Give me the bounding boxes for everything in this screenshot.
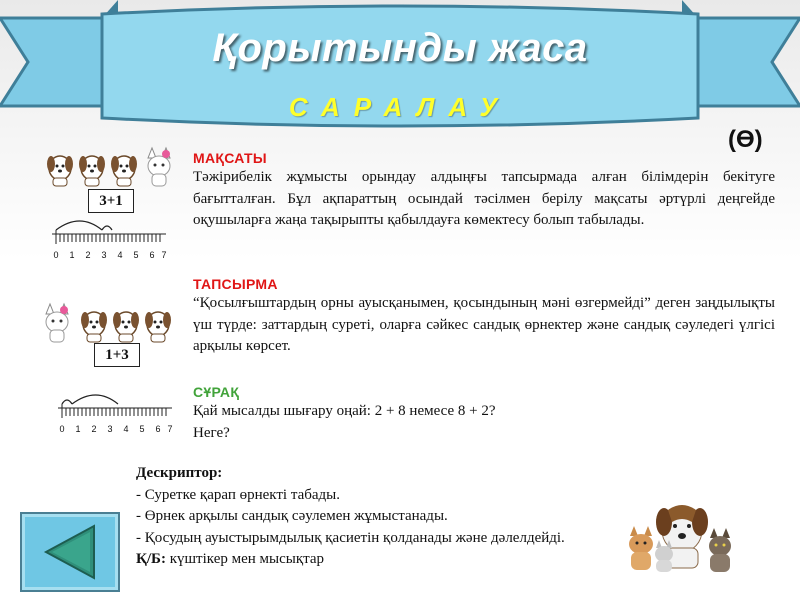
animals-row-top <box>44 146 180 188</box>
level-mark: (Ө) <box>728 126 763 153</box>
tapsyrma-text: “Қосылғыштардың орны ауысқанымен, қосындының мәні өзгермейді” деген заңдылықты үш түрде: заттардың суреті, оларға сәйкес сандық өрнектер және сандық сәуледегі үлгісі арқылы көрсет. <box>193 295 775 354</box>
maksaty-heading: МАҚСАТЫ <box>193 150 267 166</box>
ruler-label: 5 <box>133 250 139 260</box>
descriptor-title: Дескриптор: <box>136 465 223 481</box>
surak-question: Қай мысалды шығару оңай: 2 + 8 немесе 8 + 2? <box>193 403 496 419</box>
puppy-icon <box>79 156 105 186</box>
triangle-left-icon <box>22 514 118 590</box>
kb-label: Қ/Б: <box>136 551 166 567</box>
dog-and-cats-photo <box>622 496 740 574</box>
ruler-label: 1 <box>69 250 75 260</box>
descriptor-block <box>136 463 566 571</box>
ruler-label: 1 <box>75 424 81 434</box>
ruler-label: 3 <box>101 250 107 260</box>
ruler-label: 4 <box>117 250 123 260</box>
ruler-label: 2 <box>85 250 91 260</box>
ruler-label: 0 <box>53 250 59 260</box>
page-title: Қорытынды жаса <box>212 26 588 70</box>
kb-line <box>136 549 566 571</box>
maksaty-text: Тәжірибелік жұмысты орындау алдыңғы тапсырмада алған білімдерін бекітуге бағытталған. Бұл ақпараттың осындай тәсілмен берілу мақсаты әртүрлі деңгейде оқушыларға жаңа тақырыпты қабылдауға көмектесу болып табылады. <box>193 169 775 228</box>
puppy-icon <box>111 156 137 186</box>
puppy-icon <box>47 156 73 186</box>
number-line-bottom <box>56 386 176 438</box>
ruler-label: 6 <box>149 250 155 260</box>
ruler-label: 3 <box>107 424 113 434</box>
surak-why: Неге? <box>193 425 230 441</box>
ruler-label: 4 <box>123 424 129 434</box>
expression-box-top: 3+1 <box>88 189 134 213</box>
number-line-top <box>50 212 170 264</box>
tapsyrma-heading: ТАПСЫРМА <box>193 276 278 292</box>
ruler-label: 0 <box>59 424 65 434</box>
ruler-label: 6 <box>155 424 161 434</box>
kitten-icon <box>148 148 170 186</box>
descriptor-item: - Өрнек арқылы сандық сәулемен жұмыстанады. <box>136 508 448 524</box>
kb-text: күштікер мен мысықтар <box>169 551 325 567</box>
descriptor-item: - Қосудың ауыстырымдылық қасиетін қолданады және дәлелдейді. <box>136 529 565 546</box>
ruler-label: 7 <box>167 424 173 434</box>
kitten-icon <box>46 304 68 342</box>
animals-row-bottom <box>40 302 180 344</box>
puppy-icon <box>113 312 139 342</box>
back-button[interactable] <box>20 512 120 592</box>
puppy-icon <box>81 312 107 342</box>
ruler-label: 2 <box>91 424 97 434</box>
descriptor-item: - Суретке қарап өрнекті табады. <box>136 486 340 503</box>
puppy-icon <box>145 312 171 342</box>
page-subtitle: САРАЛАУ <box>288 92 512 122</box>
surak-heading: СҰРАҚ <box>193 384 240 400</box>
ruler-label: 5 <box>139 424 145 434</box>
ruler-label: 7 <box>161 250 167 260</box>
expression-box-bottom: 1+3 <box>94 343 140 367</box>
